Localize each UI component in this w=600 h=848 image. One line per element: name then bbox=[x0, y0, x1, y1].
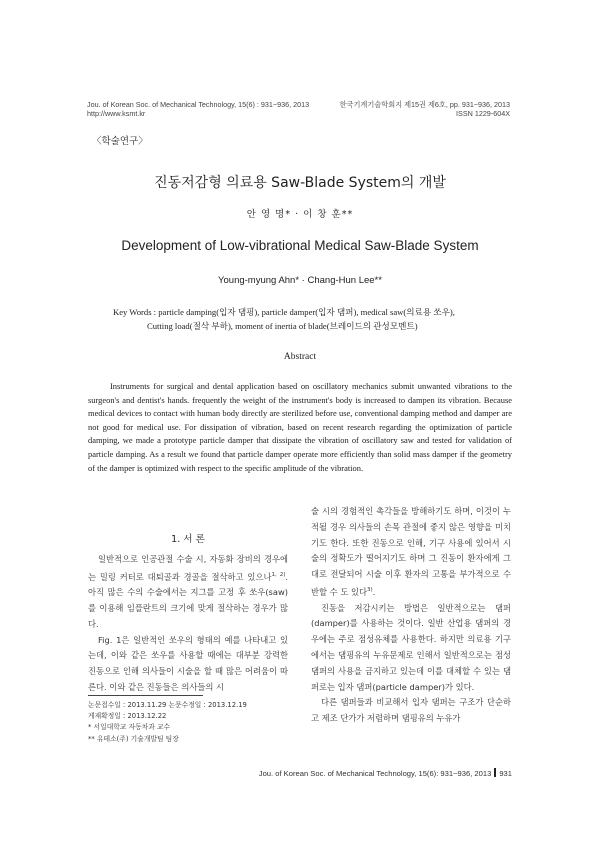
journal-citation-korean: 한국기계기술학회지 제15권 제6호, pp. 931~936, 2013 bbox=[339, 100, 510, 109]
footnote-divider bbox=[88, 695, 203, 696]
footer-divider bbox=[494, 768, 496, 777]
section-tag: 〈학술연구〉 bbox=[92, 136, 148, 147]
abstract-heading: Abstract bbox=[283, 352, 317, 362]
paragraph-1: 일반적으로 인공관절 수술 시, 자동화 장비의 경우에는 밀링 커터로 대퇴골과 경골을 절삭하고 있으나$^{1, 2)}$. 아직 많은 수의 수술에서는 지그를 고정 후 쏘우(saw)를 이용해 임플란트의 크기에 맞게 절삭하는 경우가 많다. bbox=[88, 553, 288, 629]
keywords-line-1: Key Words : particle damping(입자 댐핑), particle damper(입자 댐퍼), medical saw(의료용 쏘우), bbox=[113, 307, 455, 317]
right-column bbox=[311, 504, 511, 727]
keywords-line-2: Cutting load(절삭 부하), moment of inertia of blade(브레이드의 관성모멘트) bbox=[147, 321, 418, 331]
abstract-text: Instruments for surgical and dental application based on oscillatory mechanics submit unwanted vibrations to the surgeon's and dentist's hands. frequently the weight of the instrument's body is increased to dampen its vibration. Because medical devices to contact with human body directly are sterilized before use, conventional damping method and damper are not good for medical use. For dissipation of vibration, based on recent research regarding the optimization of particle damping, we made a prototype particle damper that dissipate the vibration of oscillatory saw and tested for validation of particle damping. As a result we found that particle damper operate more efficiently than solid mass damper if the geometry of the damper is optimized with respect to the specific amplitude of the vibration. bbox=[88, 381, 512, 473]
paragraph-2: Fig. 1은 일반적인 쏘우의 형태의 예를 나타내고 있는데, 이와 같은 쏘우를 사용할 때에는 대부분 강력한 진동으로 인해 의사들이 시술을 할 때 많은 어려움이 따른다. 이와 같은 진동들은 의사들의 시 bbox=[88, 634, 288, 692]
running-header-right bbox=[340, 100, 510, 118]
paragraph-3: 술 시의 경험적인 촉각들을 방해하기도 하며, 이것이 누적될 경우 의사들의 손목 관절에 좋지 않은 영향을 미치기도 한다. 또한 진동으로 인해, 기구 사용에 있어서 시술의 정확도가 떨어지기도 하며 그 진동이 환자에게 그대로 전달되어 시술 이후 환자의 고통을 부가적으로 수반할 수 도 있다$^{3)}$. bbox=[311, 506, 511, 597]
section-1-title: 1. 서 론 bbox=[171, 534, 205, 545]
journal-citation: Jou. of Korean Soc. of Mechanical Technology, 15(6) : 931~936, 2013 bbox=[87, 100, 310, 109]
citation-ref: 3) bbox=[367, 586, 373, 593]
authors-korean: 안 영 명* · 이 창 훈** bbox=[246, 209, 354, 220]
journal-url[interactable]: http://www.ksmt.kr bbox=[87, 109, 146, 118]
received-dates: 논문접수일 : 2013.11.29 논문수정일 : 2013.12.19 bbox=[88, 701, 247, 709]
footnotes bbox=[88, 700, 247, 745]
page-number: 931 bbox=[499, 769, 512, 778]
page-footer bbox=[259, 768, 512, 778]
accepted-date: 게재확정일 : 2013.12.22 bbox=[88, 712, 167, 721]
paragraph-5: 다른 댐퍼들과 비교해서 입자 댐퍼는 구조가 단순하고 제조 단가가 저렴하며 댐핑유의 누유가 bbox=[311, 697, 511, 724]
running-header-left bbox=[87, 100, 309, 118]
paragraph-4: 진동을 저감시키는 방법은 일반적으로는 댐퍼(damper)를 사용하는 것이다. 일반 산업용 댐퍼의 경우에는 주로 점성유체를 사용한다. 하지만 의료용 기구에서는 댐핑유의 누유문제로 인해서 일반적으로는 점성 댐퍼의 사용을 금지하고 있는데 이를 대체할 수 있는 댐퍼로는 입자 댐퍼(particle damper)가 있다. bbox=[311, 602, 511, 692]
left-column bbox=[88, 532, 288, 696]
issn: ISSN 1229-604X bbox=[456, 109, 510, 118]
title-english: Development of Low-vibrational Medical Saw-Blade System bbox=[121, 238, 479, 253]
footer-citation: Jou. of Korean Soc. of Mechanical Technology, 15(6): 931~936, 2013 bbox=[258, 769, 492, 778]
citation-ref: 1, 2) bbox=[271, 571, 286, 578]
title-korean: 진동저감형 의료용 Saw-Blade System의 개발 bbox=[154, 175, 446, 191]
author-affiliation-1: * 서일대학교 자동차과 교수 bbox=[88, 723, 171, 732]
author-affiliation-2: ** 유테소(주) 기술개발팀 팀장 bbox=[88, 734, 179, 743]
keywords bbox=[113, 305, 513, 333]
authors-english: Young-myung Ahn* · Chang-Hun Lee** bbox=[218, 275, 382, 286]
